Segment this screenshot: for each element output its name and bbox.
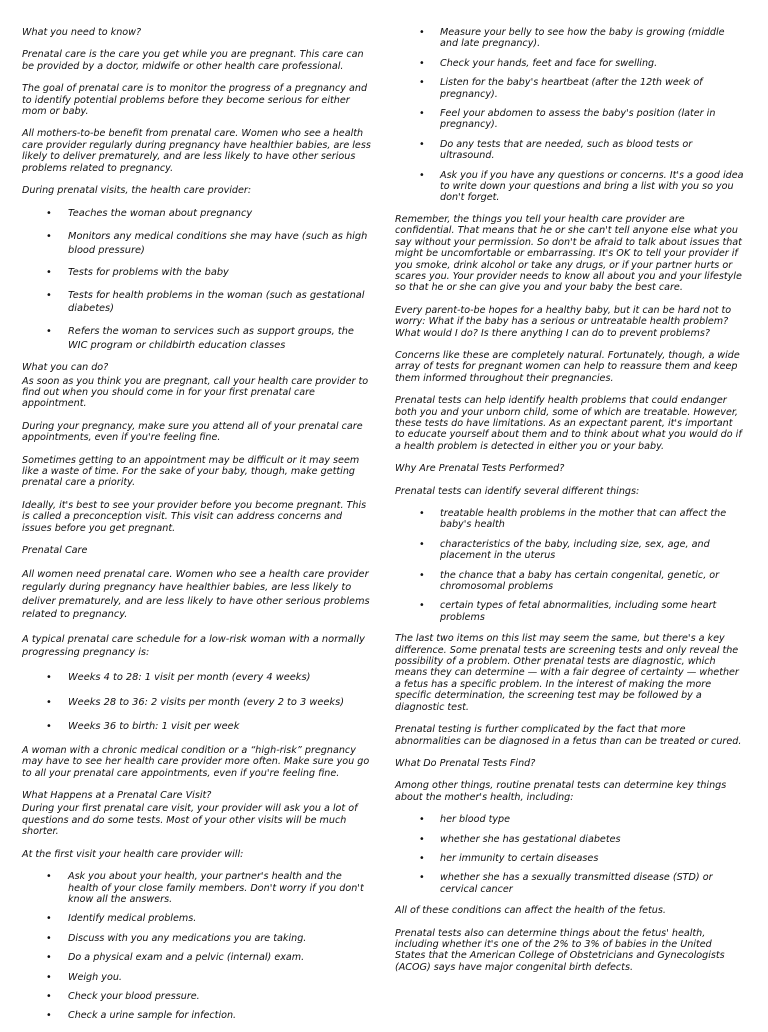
left-column [22,27,374,1032]
list-item: • whether she has a sexually transmitted disease (STD) or cervical cancer [395,872,745,895]
paragraph: The goal of prenatal care is to monitor the progress of a pregnancy and to identify potential problems before they become serious for either mom or baby. [22,83,368,118]
paragraph: All women need prenatal care. Women who see a health care provider regularly during pregnancy have healthier babies, are less likely to deliver prematurely, and are less likely to have other serious problems related to pregnancy. [22,568,370,621]
list-item: • Feel your abdomen to assess the baby's position (later in pregnancy). [395,108,745,131]
list-item: • her immunity to certain diseases [395,853,745,864]
paragraph: Sometimes getting to an appointment may be difficult or it may seem like a waste of time. For the sake of your baby, though, make getting prenatal care a priority. [22,454,360,489]
test-identifies-list [395,508,745,623]
list-item: • Do any tests that are needed, such as blood tests or ultrasound. [395,139,745,162]
heading-prenatal-care: Prenatal Care [22,545,88,557]
list-item: • Check a urine sample for infection. [22,1010,374,1021]
paragraph: All of these conditions can affect the health of the fetus. [395,905,666,917]
paragraph: Every parent-to-be hopes for a healthy baby, but it can be hard not to worry: What if the baby has a serious or untreatable health problem? What would I do? Is there anything I can do to prevent problems? [395,304,732,339]
paragraph: Prenatal care is the care you get while you are pregnant. This care can be provided by a doctor, midwife or other health care professional. [22,49,364,72]
list-item: • Ask you about your health, your partner's health and the health of your close family members. Don't worry if you don't know all the answers. [22,871,374,905]
list-item: • Tests for health problems in the woman (such as gestational diabetes) [22,289,374,316]
paragraph: Among other things, routine prenatal tests can determine key things about the mother's health, including: [395,780,727,803]
paragraph: A typical prenatal care schedule for a low-risk woman with a normally progressing pregnancy is: [22,633,365,659]
paragraph: The last two items on this list may seem the same, but there's a key difference. Some prenatal tests are screening tests and only reveal the possibility of a problem. Other prenatal tests are diagnostic, which means they can determine — with a fair degree of certainty — whether a fetus has a specific problem. In the interest of making the more specific determination, the screening test may be followed by a diagnostic test. [395,633,739,713]
paragraph: Concerns like these are completely natural. Fortunately, though, a wide array of tests for pregnant women can help to reassure them and keep them informed throughout their pregnancies. [395,349,740,384]
list-item: • Check your hands, feet and face for swelling. [395,58,745,69]
heading-what-happens: What Happens at a Prenatal Care Visit? [22,790,212,802]
heading-what-you-need-to-know: What you need to know? [22,27,142,38]
list-item: • Listen for the baby's heartbeat (after the 12th week of pregnancy). [395,77,745,100]
paragraph: Prenatal tests also can determine things about the fetus' health, including whether it's one of the 2% to 3% of babies in the United States that the American College of Obstetricians and Gynecologists (ACOG) says have major congenital birth defects. [395,927,725,973]
heading-what-tests-find: What Do Prenatal Tests Find? [395,757,536,769]
paragraph: Remember, the things you tell your health care provider are confidential. That means that he or she can't tell anyone else what you say without your permission. So don't be afraid to talk about issues that might be uncomfortable or embarrassing. It's OK to tell your provider if you smoke, drink alcohol or take any drugs, or if your partner hurts or scares you. Your provider needs to know all about you and your lifestyle so that he or she can give you and your baby the best care. [395,213,742,294]
list-item: • Do a physical exam and a pelvic (internal) exam. [22,952,374,963]
list-item: • whether she has gestational diabetes [395,834,745,845]
list-item: • her blood type [395,814,745,825]
paragraph: At the first visit your health care provider will: [22,848,244,860]
heading-what-you-can-do: What you can do? [22,362,109,374]
paragraph: A woman with a chronic medical condition or a “high-risk” pregnancy may have to see her health care provider more often. Make sure you go to all your prenatal care appointments, even if you're feeling fine. [22,744,370,779]
mother-health-list [395,814,745,895]
list-item: • characteristics of the baby, including size, sex, age, and placement in the uterus [395,539,745,562]
paragraph: All mothers-to-be benefit from prenatal care. Women who see a health care provider regularly during pregnancy have healthier babies, are less likely to deliver prematurely, and are less likely to have other serious problems related to pregnancy. [22,128,371,174]
list-item: • Discuss with you any medications you are taking. [22,933,374,944]
list-item: • Identify medical problems. [22,913,374,924]
paragraph: Prenatal testing is further complicated by the fact that more abnormalities can be diagnosed in a fetus than can be treated or cured. [395,724,742,747]
list-item: • Measure your belly to see how the baby is growing (middle and late pregnancy). [395,27,745,50]
list-item: • Weeks 28 to 36: 2 visits per month (every 2 to 3 weeks) [22,696,374,710]
list-item: • Tests for problems with the baby [22,266,374,280]
first-visit-list [22,871,374,1022]
paragraph: During prenatal visits, the health care provider: [22,185,252,197]
list-item: • Check your blood pressure. [22,991,374,1002]
paragraph: As soon as you think you are pregnant, call your health care provider to find out when you should come in for your first prenatal care appointment. [22,375,369,410]
list-item: • Ask you if you have any questions or concerns. It's a good idea to write down your questions and bring a list with you so you don't forget. [395,170,745,204]
paragraph: Ideally, it's best to see your provider before you become pregnant. This is called a preconception visit. This visit can address concerns and issues before you get pregnant. [22,499,367,534]
paragraph: During your pregnancy, make sure you attend all of your prenatal care appointments, even if you're feeling fine. [22,420,363,444]
list-item: • Teaches the woman about pregnancy [22,207,374,221]
right-column [395,27,745,984]
provider-duties-list [22,207,374,352]
list-item: • Weigh you. [22,972,374,983]
list-item: • Weeks 4 to 28: 1 visit per month (every 4 weeks) [22,671,374,685]
list-item: • Refers the woman to services such as support groups, the WIC program or childbirth education classes [22,325,374,352]
paragraph: Prenatal tests can identify several different things: [395,485,640,497]
first-visit-list-continued [395,27,745,204]
list-item: • the chance that a baby has certain congenital, genetic, or chromosomal problems [395,570,745,593]
list-item: • certain types of fetal abnormalities, including some heart problems [395,600,745,623]
list-item: • Monitors any medical conditions she may have (such as high blood pressure) [22,230,374,257]
paragraph: During your first prenatal care visit, your provider will ask you a lot of questions and do some tests. Most of your other visits will be much shorter. [22,803,358,838]
list-item: • Weeks 36 to birth: 1 visit per week [22,720,374,734]
heading-why-tests: Why Are Prenatal Tests Performed? [395,463,565,475]
paragraph: Prenatal tests can help identify health problems that could endanger both you and your unborn child, some of which are treatable. However, these tests do have limitations. As an expectant parent, it's important to educate yourself about them and to think about what you would do if a health problem is detected in either you or your baby. [395,395,742,452]
list-item: • treatable health problems in the mother that can affect the baby's health [395,508,745,531]
visit-schedule-list [22,671,374,734]
